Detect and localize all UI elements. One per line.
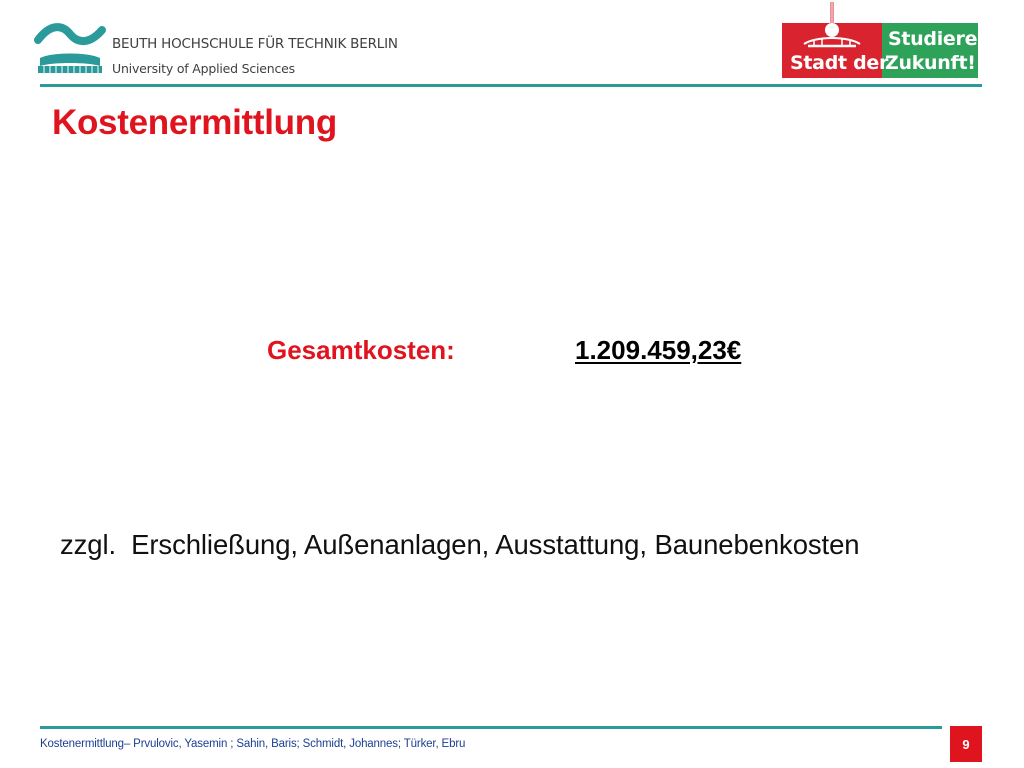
- university-name: BEUTH HOCHSCHULE FÜR TECHNIK BERLIN: [112, 36, 398, 52]
- slide-title: Kostenermittlung: [52, 103, 337, 142]
- university-subtitle: University of Applied Sciences: [112, 61, 295, 76]
- total-cost-value: 1.209.459,23€: [575, 335, 742, 365]
- total-cost-label: Gesamtkosten:: [267, 335, 455, 365]
- university-logo-icon: [34, 22, 106, 78]
- page-number: 9: [950, 726, 982, 762]
- campaign-logo-line2-left: Stadt der: [790, 52, 889, 74]
- campaign-logo: [782, 2, 980, 78]
- header-divider: [40, 84, 982, 87]
- additional-costs-note: zzgl. Erschließung, Außenanlagen, Ausstattung, Baunebenkosten: [60, 529, 860, 560]
- tv-tower-icon: [802, 2, 862, 54]
- footer-text: Kostenermittlung– Prvulovic, Yasemin ; Sahin, Baris; Schmidt, Johannes; Türker, Ebru: [40, 738, 466, 750]
- campaign-logo-line1: Studiere: [888, 28, 978, 50]
- footer-divider: [40, 726, 942, 729]
- campaign-logo-line2-right: Zukunft!: [885, 52, 976, 74]
